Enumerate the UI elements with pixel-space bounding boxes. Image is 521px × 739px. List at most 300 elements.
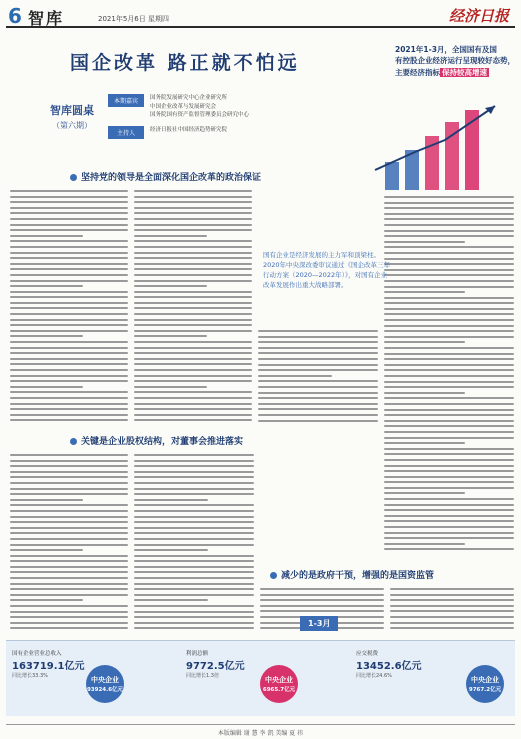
text-line <box>10 408 128 410</box>
banner-line-3 <box>395 67 517 78</box>
text-line <box>10 516 128 518</box>
text-line <box>10 465 128 467</box>
text-line <box>10 611 128 613</box>
text-line <box>134 549 208 551</box>
credit-line: 中国企业改革与发展研究会 <box>150 103 217 110</box>
text-line <box>134 190 252 192</box>
bullet-icon <box>270 572 277 579</box>
text-line <box>384 537 514 539</box>
text-line <box>134 391 252 393</box>
text-line <box>384 409 514 411</box>
text-line <box>384 369 514 371</box>
stat-label: 利润总额 <box>186 651 209 657</box>
text-line <box>134 229 252 231</box>
text-line <box>384 498 514 500</box>
text-line <box>384 263 514 265</box>
text-line <box>10 207 128 209</box>
summary-banner <box>395 44 517 96</box>
text-line <box>134 408 252 410</box>
text-line <box>10 460 128 462</box>
banner-highlight: 保持较高增速 <box>442 67 487 77</box>
stat-value: 9772.5亿元 <box>186 661 245 672</box>
text-line <box>134 369 252 371</box>
text-line <box>10 268 128 270</box>
section-heading-3: 减少的是政府干预，增强的是国资监管 <box>270 568 434 581</box>
text-line <box>10 313 128 315</box>
column-issue: （第六期） <box>52 121 92 130</box>
text-line <box>390 599 514 601</box>
text-line <box>10 493 128 495</box>
text-line <box>10 347 128 349</box>
text-line <box>134 532 254 534</box>
guest-credits <box>108 94 338 145</box>
stat-circle: 中央企业 9767.2亿元 <box>466 665 504 703</box>
text-line <box>10 571 128 573</box>
text-line <box>134 521 254 523</box>
text-line <box>384 258 514 260</box>
text-line <box>384 431 514 433</box>
text-line <box>10 510 128 512</box>
text-line <box>134 460 254 462</box>
stat-sub: 同比增长1.3倍 <box>186 673 219 679</box>
page-footer: 本版编辑 谢 慧 李 凯 美编 夏 祎 <box>6 724 515 738</box>
pull-quote: 国有企业是经济发展的主力军和顶梁柱。2020年中央深改委审议通过《国企改革三年行动方案（2020—2022年）》，对国有企业改革发展作出重大战略部署。 <box>263 251 391 290</box>
text-line <box>134 341 252 343</box>
text-line <box>384 202 514 204</box>
text-line <box>390 588 514 590</box>
text-line <box>134 594 254 596</box>
text-line <box>134 555 254 557</box>
text-line <box>384 246 514 248</box>
text-line <box>384 302 514 304</box>
text-line <box>10 375 128 377</box>
text-line <box>134 235 207 237</box>
text-line <box>10 419 128 421</box>
text-line <box>134 566 254 568</box>
text-line <box>10 482 128 484</box>
text-line <box>134 335 207 337</box>
text-line <box>384 548 514 550</box>
text-line <box>384 230 514 232</box>
text-line <box>384 420 514 422</box>
text-line <box>258 341 378 343</box>
stat-revenue <box>12 649 85 679</box>
text-line <box>10 240 128 242</box>
text-line <box>10 476 128 478</box>
text-line <box>10 594 128 596</box>
credit-line: 经济日报社中国经济趋势研究院 <box>150 126 228 133</box>
text-line <box>258 347 378 349</box>
text-line <box>384 252 514 254</box>
text-line <box>384 218 514 220</box>
text-line <box>134 571 254 573</box>
text-line <box>134 319 252 321</box>
text-line <box>134 527 254 529</box>
text-line <box>384 224 514 226</box>
text-line <box>384 297 514 299</box>
text-line <box>260 599 384 601</box>
text-line <box>390 627 514 629</box>
text-line <box>260 605 384 607</box>
period-tag: 1-3月 <box>300 616 338 631</box>
text-line <box>134 330 252 332</box>
text-line <box>134 476 254 478</box>
text-line <box>10 335 83 337</box>
body-text-column <box>390 588 514 636</box>
text-line <box>134 196 252 198</box>
text-line <box>384 543 465 545</box>
text-line <box>384 291 465 293</box>
text-line <box>384 448 514 450</box>
text-line <box>384 313 514 315</box>
masthead <box>6 4 515 28</box>
text-line <box>258 392 378 394</box>
text-line <box>134 611 254 613</box>
text-line <box>384 414 514 416</box>
text-line <box>384 308 514 310</box>
body-text-column <box>10 190 128 428</box>
text-line <box>10 291 128 293</box>
text-line <box>384 532 514 534</box>
text-line <box>390 616 514 618</box>
page-headline: 国企改革 路正就不怕远 <box>70 52 300 74</box>
text-line <box>10 622 128 624</box>
text-line <box>390 605 514 607</box>
text-line <box>384 364 514 366</box>
text-line <box>384 286 514 288</box>
text-line <box>10 499 83 501</box>
text-line <box>134 605 254 607</box>
text-line <box>134 538 254 540</box>
text-line <box>10 588 128 590</box>
body-text-column <box>258 330 378 428</box>
text-line <box>258 397 378 399</box>
text-line <box>134 263 252 265</box>
stat-value: 163719.1亿元 <box>12 661 85 672</box>
text-line <box>134 324 252 326</box>
text-line <box>134 240 252 242</box>
text-line <box>258 358 378 360</box>
text-line <box>258 364 378 366</box>
text-line <box>384 465 514 467</box>
text-line <box>10 263 128 265</box>
text-line <box>134 268 252 270</box>
section-name: 智库 <box>28 9 65 28</box>
stat-value: 13452.6亿元 <box>356 661 422 672</box>
text-line <box>10 380 128 382</box>
text-line <box>134 201 252 203</box>
text-line <box>384 375 514 377</box>
text-line <box>10 560 128 562</box>
text-line <box>10 369 128 371</box>
text-line <box>10 257 128 259</box>
text-line <box>10 488 128 490</box>
text-line <box>10 252 128 254</box>
text-line <box>384 515 514 517</box>
text-line <box>10 544 128 546</box>
text-line <box>384 470 514 472</box>
text-line <box>10 454 128 456</box>
text-line <box>384 274 514 276</box>
banner-line-3a: 主要经济指标 <box>395 67 440 77</box>
text-line <box>10 190 128 192</box>
text-line <box>134 212 252 214</box>
text-line <box>384 241 465 243</box>
stat-sub: 同比增长33.3% <box>12 673 48 679</box>
text-line <box>258 403 378 405</box>
bar-1 <box>385 162 399 190</box>
text-line <box>134 257 252 259</box>
text-line <box>134 375 252 377</box>
text-line <box>134 599 208 601</box>
text-line <box>260 588 384 590</box>
text-line <box>258 352 378 354</box>
body-text-column <box>134 454 254 634</box>
text-line <box>258 420 378 422</box>
text-line <box>134 510 254 512</box>
text-line <box>10 471 128 473</box>
stat-profit <box>186 649 245 679</box>
text-line <box>10 605 128 607</box>
text-line <box>10 330 128 332</box>
text-line <box>10 397 128 399</box>
text-line <box>134 488 254 490</box>
text-line <box>10 324 128 326</box>
stat-label: 应交税费 <box>356 651 379 657</box>
bullet-icon <box>70 174 77 181</box>
text-line <box>134 588 254 590</box>
text-line <box>10 549 83 551</box>
text-line <box>10 414 128 416</box>
text-line <box>10 352 128 354</box>
banner-line-2: 有控股企业经济运行呈现较好态势， <box>395 56 515 66</box>
text-line <box>10 235 83 237</box>
text-line <box>384 442 465 444</box>
text-line <box>10 504 128 506</box>
text-line <box>134 627 254 629</box>
text-line <box>258 375 332 377</box>
text-line <box>134 224 252 226</box>
stats-bar <box>6 640 515 716</box>
text-line <box>384 397 514 399</box>
text-line <box>384 235 514 237</box>
text-line <box>384 492 465 494</box>
text-line <box>384 520 514 522</box>
text-line <box>384 341 465 343</box>
text-line <box>134 313 252 315</box>
text-line <box>258 330 378 332</box>
banner-line-1: 2021年1-3月，全国国有及国 <box>395 45 497 54</box>
credit-tag-guests: 本期嘉宾 <box>108 94 144 107</box>
credit-tag-host: 主持人 <box>108 126 144 139</box>
text-line <box>384 213 514 215</box>
text-line <box>134 516 254 518</box>
text-line <box>134 307 252 309</box>
stat-circle: 中央企业 6965.7亿元 <box>260 665 298 703</box>
text-line <box>134 246 252 248</box>
text-line <box>384 269 514 271</box>
text-line <box>134 471 254 473</box>
decorative-bar-graphic <box>335 100 520 192</box>
text-line <box>134 296 252 298</box>
text-line <box>134 616 254 618</box>
text-line <box>384 392 465 394</box>
text-line <box>384 353 514 355</box>
text-line <box>10 302 128 304</box>
text-line <box>10 212 128 214</box>
text-line <box>134 465 254 467</box>
text-line <box>134 622 254 624</box>
credit-guests <box>108 94 338 120</box>
text-line <box>384 347 514 349</box>
text-line <box>10 386 83 388</box>
body-text-column <box>384 196 514 556</box>
text-line <box>10 280 128 282</box>
text-line <box>134 414 252 416</box>
text-line <box>134 363 252 365</box>
text-line <box>384 319 514 321</box>
page-number: 6 <box>8 4 22 28</box>
column-info <box>40 102 104 131</box>
text-line <box>384 403 514 405</box>
text-line <box>10 555 128 557</box>
text-line <box>10 527 128 529</box>
stat-sub: 同比增长24.6% <box>356 673 392 679</box>
text-line <box>134 347 252 349</box>
bullet-icon <box>70 438 77 445</box>
text-line <box>384 207 514 209</box>
text-line <box>134 358 252 360</box>
text-line <box>10 616 128 618</box>
text-line <box>384 526 514 528</box>
text-line <box>260 594 384 596</box>
text-line <box>134 560 254 562</box>
text-line <box>134 386 207 388</box>
text-line <box>134 207 252 209</box>
text-line <box>10 341 128 343</box>
text-line <box>10 403 128 405</box>
text-line <box>134 280 252 282</box>
text-line <box>384 358 514 360</box>
text-line <box>10 246 128 248</box>
stat-tax <box>356 649 422 679</box>
credit-line: 国务院国有资产监督管理委员会研究中心 <box>150 112 250 119</box>
newspaper-logo: 经济日报 <box>448 7 509 25</box>
column-title: 智库圆桌 <box>50 104 94 117</box>
text-line <box>134 577 254 579</box>
text-line <box>258 408 378 410</box>
text-line <box>384 330 514 332</box>
text-line <box>10 285 83 287</box>
text-line <box>134 504 254 506</box>
stat-circle: 中央企业 93924.6亿元 <box>86 665 124 703</box>
text-line <box>10 532 128 534</box>
text-line <box>384 381 514 383</box>
section-heading-1: 坚持党的领导是全面深化国企改革的政治保证 <box>70 170 261 183</box>
text-line <box>384 280 514 282</box>
text-line <box>384 386 514 388</box>
text-line <box>134 291 252 293</box>
text-line <box>134 352 252 354</box>
credit-line: 国务院发展研究中心企业研究所 <box>150 95 228 101</box>
text-line <box>390 622 514 624</box>
issue-date: 2021年5月6日 星期四 <box>98 15 169 23</box>
text-line <box>384 196 514 198</box>
text-line <box>10 391 128 393</box>
text-line <box>134 544 254 546</box>
text-line <box>384 459 514 461</box>
text-line <box>10 296 128 298</box>
text-line <box>134 583 254 585</box>
text-line <box>10 307 128 309</box>
body-text-column <box>134 190 252 428</box>
text-line <box>10 627 128 629</box>
text-line <box>384 504 514 506</box>
section-heading-2: 关键是企业股权结构，对董事会推进落实 <box>70 434 243 447</box>
text-line <box>10 577 128 579</box>
text-line <box>134 380 252 382</box>
text-line <box>384 453 514 455</box>
text-line <box>134 454 254 456</box>
text-line <box>10 566 128 568</box>
text-line <box>258 380 378 382</box>
text-line <box>384 325 514 327</box>
text-line <box>10 274 128 276</box>
text-line <box>10 229 128 231</box>
text-line <box>384 336 514 338</box>
text-line <box>384 481 514 483</box>
text-line <box>384 476 514 478</box>
text-line <box>10 358 128 360</box>
text-line <box>384 487 514 489</box>
body-text-column <box>10 454 128 634</box>
text-line <box>134 252 252 254</box>
text-line <box>134 274 252 276</box>
text-line <box>10 218 128 220</box>
text-line <box>384 425 514 427</box>
text-line <box>134 493 254 495</box>
text-line <box>134 285 207 287</box>
text-line <box>258 414 378 416</box>
text-line <box>390 594 514 596</box>
text-line <box>258 386 378 388</box>
text-line <box>384 437 514 439</box>
text-line <box>10 224 128 226</box>
text-line <box>134 419 252 421</box>
credit-host <box>108 126 338 139</box>
text-line <box>134 218 252 220</box>
text-line <box>10 196 128 198</box>
text-line <box>134 482 254 484</box>
text-line <box>10 583 128 585</box>
text-line <box>384 509 514 511</box>
text-line <box>10 201 128 203</box>
text-line <box>390 610 514 612</box>
text-line <box>134 302 252 304</box>
text-line <box>10 363 128 365</box>
text-line <box>134 499 208 501</box>
text-line <box>134 397 252 399</box>
text-line <box>258 336 378 338</box>
text-line <box>134 403 252 405</box>
text-line <box>260 610 384 612</box>
text-line <box>10 538 128 540</box>
text-line <box>10 521 128 523</box>
text-line <box>258 369 378 371</box>
stat-label: 国有企业营业总收入 <box>12 651 62 657</box>
text-line <box>10 599 83 601</box>
text-line <box>10 319 128 321</box>
